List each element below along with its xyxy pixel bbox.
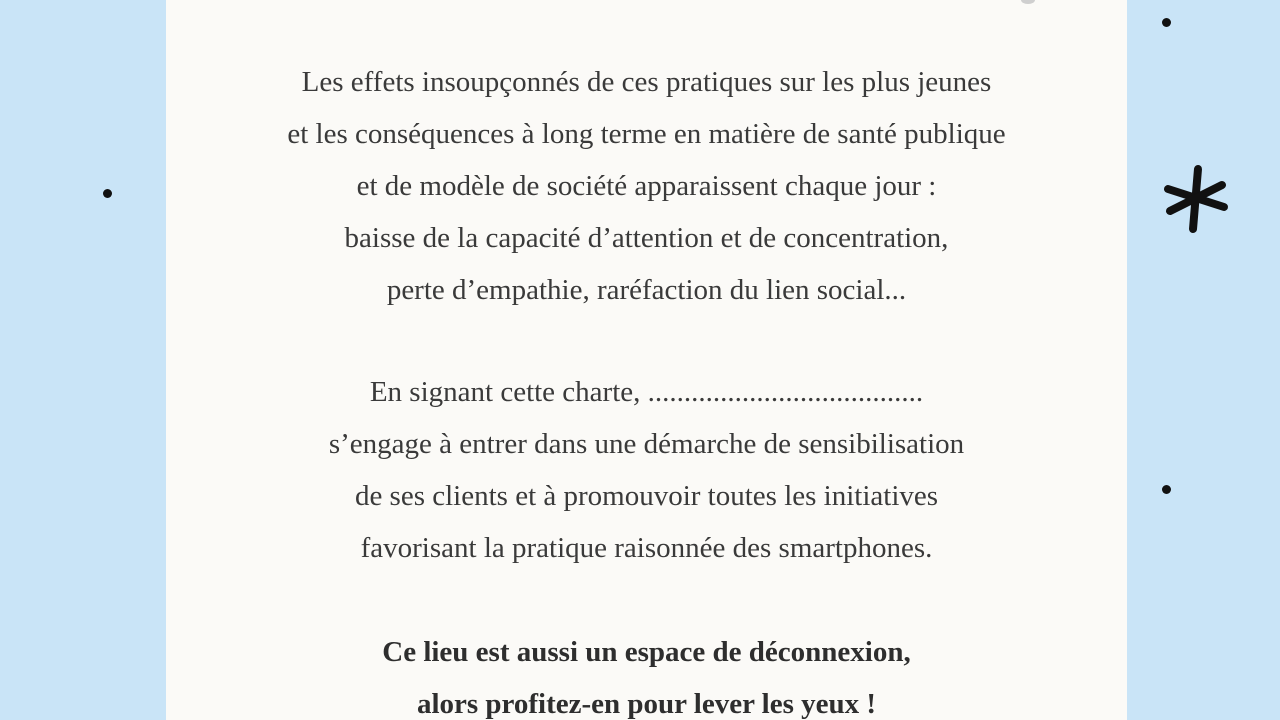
dot-icon <box>1162 18 1171 27</box>
text-line: Ce lieu est aussi un espace de déconnexion, <box>382 636 911 668</box>
closing-statement <box>166 626 1127 720</box>
dot-icon <box>1162 485 1171 494</box>
text-line: s’engage à entrer dans une démarche de sensibilisation <box>328 428 965 460</box>
asterisk-icon <box>1160 163 1232 235</box>
charter-card <box>166 0 1127 720</box>
text-line: baisse de la capacité d’attention et de concentration, <box>344 222 949 254</box>
effects-paragraph <box>166 56 1127 316</box>
commitment-paragraph <box>166 366 1127 574</box>
text-line: alors profitez-en pour lever les yeux ! <box>416 688 877 720</box>
text-line: et les conséquences à long terme en matière de santé publique <box>287 118 1006 150</box>
text-line: favorisant la pratique raisonnée des smartphones. <box>360 532 933 564</box>
signature-line: En signant cette charte, ...................................... <box>369 376 924 408</box>
text-line: de ses clients et à promouvoir toutes les initiatives <box>354 480 939 512</box>
text-line: et de modèle de société apparaissent chaque jour : <box>356 170 937 202</box>
text-line: perte d’empathie, raréfaction du lien social... <box>386 274 907 306</box>
dot-icon <box>103 189 112 198</box>
text-line: Les effets insoupçonnés de ces pratiques sur les plus jeunes <box>301 66 992 98</box>
cut-off-glyph <box>1021 0 1035 4</box>
